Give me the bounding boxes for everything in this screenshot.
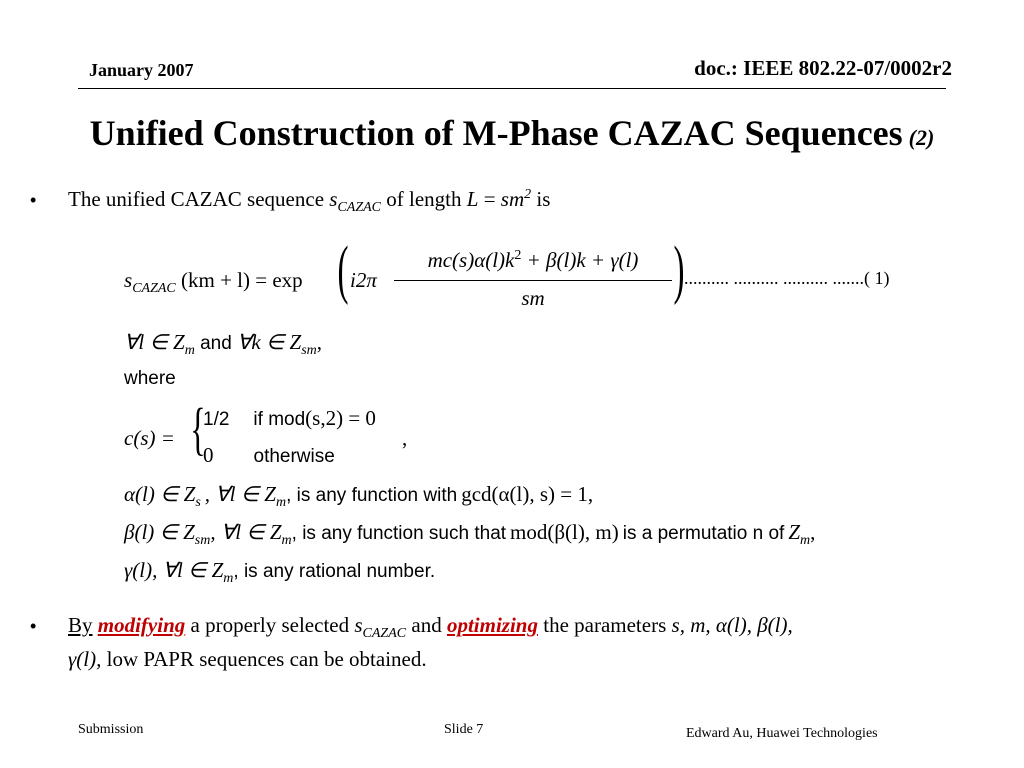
bullet-1-seq-sub: CAZAC bbox=[337, 200, 382, 216]
cs-lhs: c(s) = bbox=[124, 426, 175, 450]
slide-title-suffix: (2) bbox=[908, 125, 935, 150]
cs-brace: { bbox=[190, 396, 206, 461]
bullet-1-sm-exp: 2 bbox=[524, 187, 532, 202]
alpha-condition: α(l) ∈ $Z_s$ , ∀l ∈ $Z_m$, is any function with gcd(α(l), s) = 1, bbox=[124, 482, 594, 511]
bullet-1-seq-sym: s bbox=[329, 187, 338, 211]
bullet-1-pre: The unified CAZAC sequence bbox=[68, 187, 325, 211]
bullet-1 bbox=[30, 184, 36, 214]
bullet-2-modifying: modifying bbox=[97, 613, 186, 637]
slide-title bbox=[0, 112, 1024, 154]
header-date: January 2007 bbox=[89, 60, 194, 80]
bullet-2-text: By modifying a properly selected $s_{CAZAC}$ and optimizing the parameters s, m, α(l), β(l), γ(l), low PAPR sequences can be obtained. bbox=[68, 613, 793, 672]
quantifiers-line: ∀l ∈ $Z_m$ and ∀k ∈ $Z_{sm}$, bbox=[124, 330, 322, 359]
bullet-2 bbox=[30, 610, 36, 640]
equation-1-lhs-sym: s bbox=[124, 268, 133, 292]
bullet-2-marker: • bbox=[30, 616, 37, 636]
bullet-1-mid: of length bbox=[386, 187, 462, 211]
equation-1-lhs-sub: CAZAC bbox=[132, 281, 176, 297]
equation-1-left-paren: ( bbox=[337, 233, 349, 306]
cs-trailing: , bbox=[402, 426, 408, 450]
equation-1-i2pi: i2π bbox=[350, 268, 377, 292]
bullet-1-L: L bbox=[466, 187, 479, 211]
where-label: where bbox=[124, 368, 176, 389]
footer-submission: Submission bbox=[78, 722, 144, 737]
bullet-1-sm: sm bbox=[500, 187, 525, 211]
cs-case-2: 0 otherwise bbox=[203, 443, 335, 467]
equation-1-number: .......... .......... .......... .......( 1) bbox=[684, 268, 890, 288]
slide-title-main: Unified Construction of M-Phase CAZAC Sequences bbox=[89, 113, 903, 153]
equation-1-right-paren: ) bbox=[673, 233, 685, 306]
bullet-2-optimizing: optimizing bbox=[446, 613, 538, 637]
bullet-1-text bbox=[68, 184, 550, 218]
header-divider bbox=[78, 88, 946, 89]
bullet-1-equals: = bbox=[483, 187, 496, 211]
bullet-1-marker: • bbox=[30, 190, 37, 210]
bullet-2-by: By bbox=[68, 613, 93, 637]
header-doc-id: doc.: IEEE 802.22-07/0002r2 bbox=[694, 56, 952, 80]
bullet-1-post: is bbox=[536, 187, 551, 211]
cs-case-1: 1/2 if mod(s,2) = 0 bbox=[203, 406, 376, 430]
equation-1-numerator: $mc(s)\alpha(l)k^2 + \beta(l)k + \gamma(l)$ bbox=[427, 248, 639, 272]
footer-slide-number: Slide 7 bbox=[444, 722, 484, 737]
equation-1-denominator: sm bbox=[521, 286, 545, 310]
equation-1-lhs bbox=[124, 268, 303, 297]
gamma-condition: γ(l), ∀l ∈ $Z_m$, is any rational number. bbox=[124, 558, 436, 587]
equation-1-fraction-bar bbox=[394, 280, 672, 281]
beta-condition: β(l) ∈ $Z_{sm}$, ∀l ∈ $Z_m$, is any function such that mod(β(l), m) is a permutatio n of $Z_m$, bbox=[124, 520, 816, 549]
equation-1-lhs-arg: (km + l) = exp bbox=[181, 268, 303, 292]
footer-author: Edward Au, Huawei Technologies bbox=[686, 726, 878, 741]
